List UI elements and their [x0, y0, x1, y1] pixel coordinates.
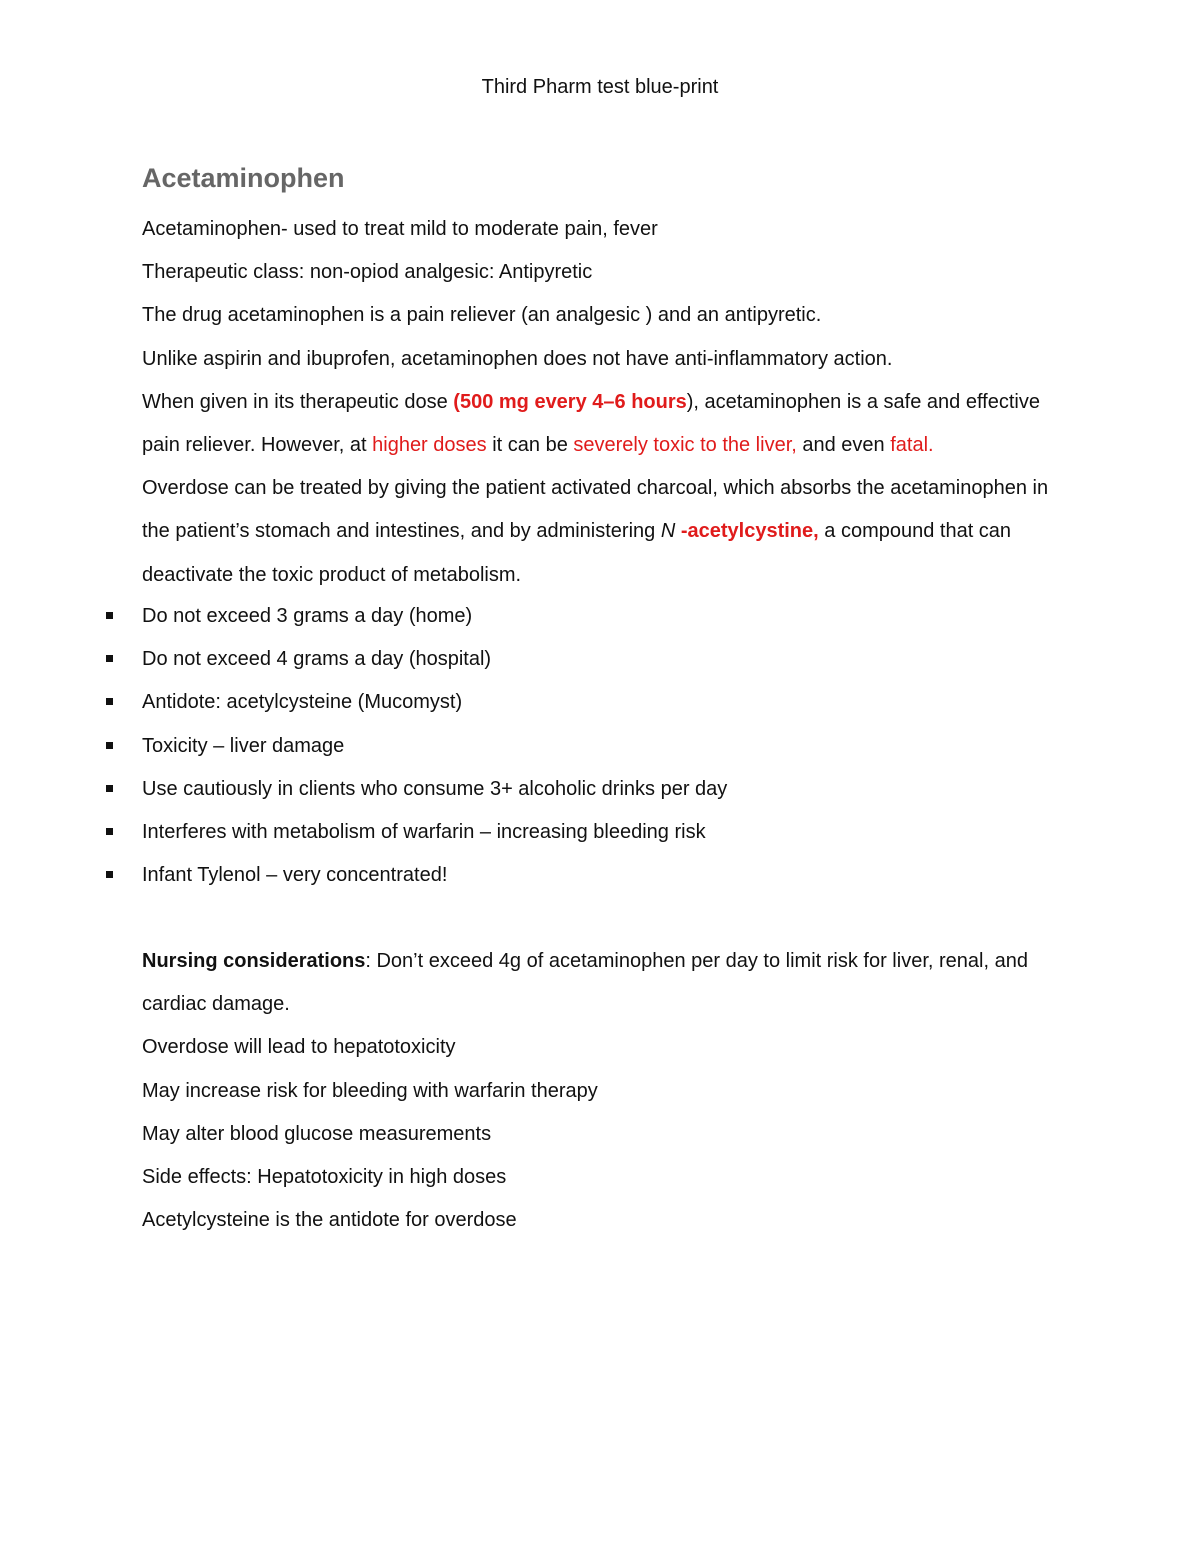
- intro-section: [142, 208, 1142, 597]
- nursing-line-2: cardiac damage.: [142, 993, 290, 1016]
- overdose-line-3: deactivate the toxic product of metabolism.: [142, 563, 522, 586]
- nursing-item: May increase risk for bleeding with warfarin therapy: [142, 1079, 598, 1102]
- bullet-list: [0, 595, 1200, 897]
- bullet-text: Toxicity – liver damage: [142, 734, 345, 757]
- nursing-label: Nursing considerations: [142, 950, 366, 972]
- fatal-highlight: fatal.: [890, 434, 934, 457]
- dose-highlight: (500 mg every 4–6 hours: [453, 390, 687, 413]
- dose-text: When given in its therapeutic dose: [142, 390, 454, 413]
- list-item: [0, 811, 1200, 854]
- square-bullet-icon: [106, 871, 113, 878]
- overdose-line-1: Overdose can be treated by giving the patient activated charcoal, which absorbs the acetaminophen in: [142, 477, 1049, 500]
- overdose-line-2: [142, 510, 1142, 553]
- higher-doses-highlight: higher doses: [372, 434, 487, 457]
- nursing-section: [142, 940, 1142, 1242]
- list-item: [0, 854, 1200, 897]
- overdose-text: a compound that can: [818, 520, 1012, 543]
- dose-line-1: [142, 381, 1142, 424]
- nursing-item: Acetylcysteine is the antidote for overdose: [142, 1209, 517, 1232]
- nursing-item: Side effects: Hepatotoxicity in high doses: [142, 1166, 507, 1189]
- list-item: [0, 638, 1200, 681]
- square-bullet-icon: [106, 698, 113, 705]
- bullet-text: Do not exceed 4 grams a day (hospital): [142, 648, 492, 671]
- list-item: [0, 681, 1200, 724]
- section-heading: Acetaminophen: [142, 163, 345, 193]
- list-item: [0, 768, 1200, 811]
- bullet-text: Do not exceed 3 grams a day (home): [142, 605, 473, 627]
- square-bullet-icon: [106, 612, 113, 619]
- intro-line: Acetaminophen- used to treat mild to moderate pain, fever: [142, 218, 658, 240]
- dose-text: and even: [796, 434, 891, 457]
- bullet-text: Infant Tylenol – very concentrated!: [142, 864, 448, 887]
- square-bullet-icon: [106, 742, 113, 749]
- nursing-item: May alter blood glucose measurements: [142, 1122, 492, 1145]
- intro-line: The drug acetaminophen is a pain reliever (an analgesic ) and an antipyretic.: [142, 304, 822, 327]
- list-item: [0, 595, 1200, 638]
- list-item: [0, 725, 1200, 768]
- dose-text: pain reliever. However, at: [142, 434, 373, 457]
- bullet-text: Use cautiously in clients who consume 3+ alcoholic drinks per day: [142, 777, 728, 800]
- nursing-item: Overdose will lead to hepatotoxicity: [142, 1036, 456, 1059]
- liver-toxic-highlight: severely toxic to the liver,: [573, 434, 797, 457]
- nursing-text: : Don’t exceed 4g of acetaminophen per day to limit risk for liver, renal, and: [365, 950, 1028, 972]
- acetylcystine-highlight: -acetylcystine,: [675, 520, 819, 543]
- square-bullet-icon: [106, 828, 113, 835]
- nursing-line-1: [142, 940, 1142, 983]
- intro-line: Unlike aspirin and ibuprofen, acetaminophen does not have anti-inflammatory action.: [142, 347, 893, 370]
- bullet-text: Interferes with metabolism of warfarin – increasing bleeding risk: [142, 821, 706, 844]
- square-bullet-icon: [106, 785, 113, 792]
- overdose-text: the patient’s stomach and intestines, and by administering: [142, 520, 661, 543]
- dose-text: it can be: [486, 434, 574, 457]
- document-title: Third Pharm test blue-print: [481, 76, 719, 98]
- bullet-text: Antidote: acetylcysteine (Mucomyst): [142, 691, 463, 714]
- dose-text: ), acetaminophen is a safe and effective: [686, 390, 1040, 413]
- overdose-italic-n: N: [660, 520, 676, 543]
- intro-line: Therapeutic class: non-opiod analgesic: Antipyretic: [142, 261, 593, 284]
- dose-line-2: [142, 424, 1142, 467]
- square-bullet-icon: [106, 655, 113, 662]
